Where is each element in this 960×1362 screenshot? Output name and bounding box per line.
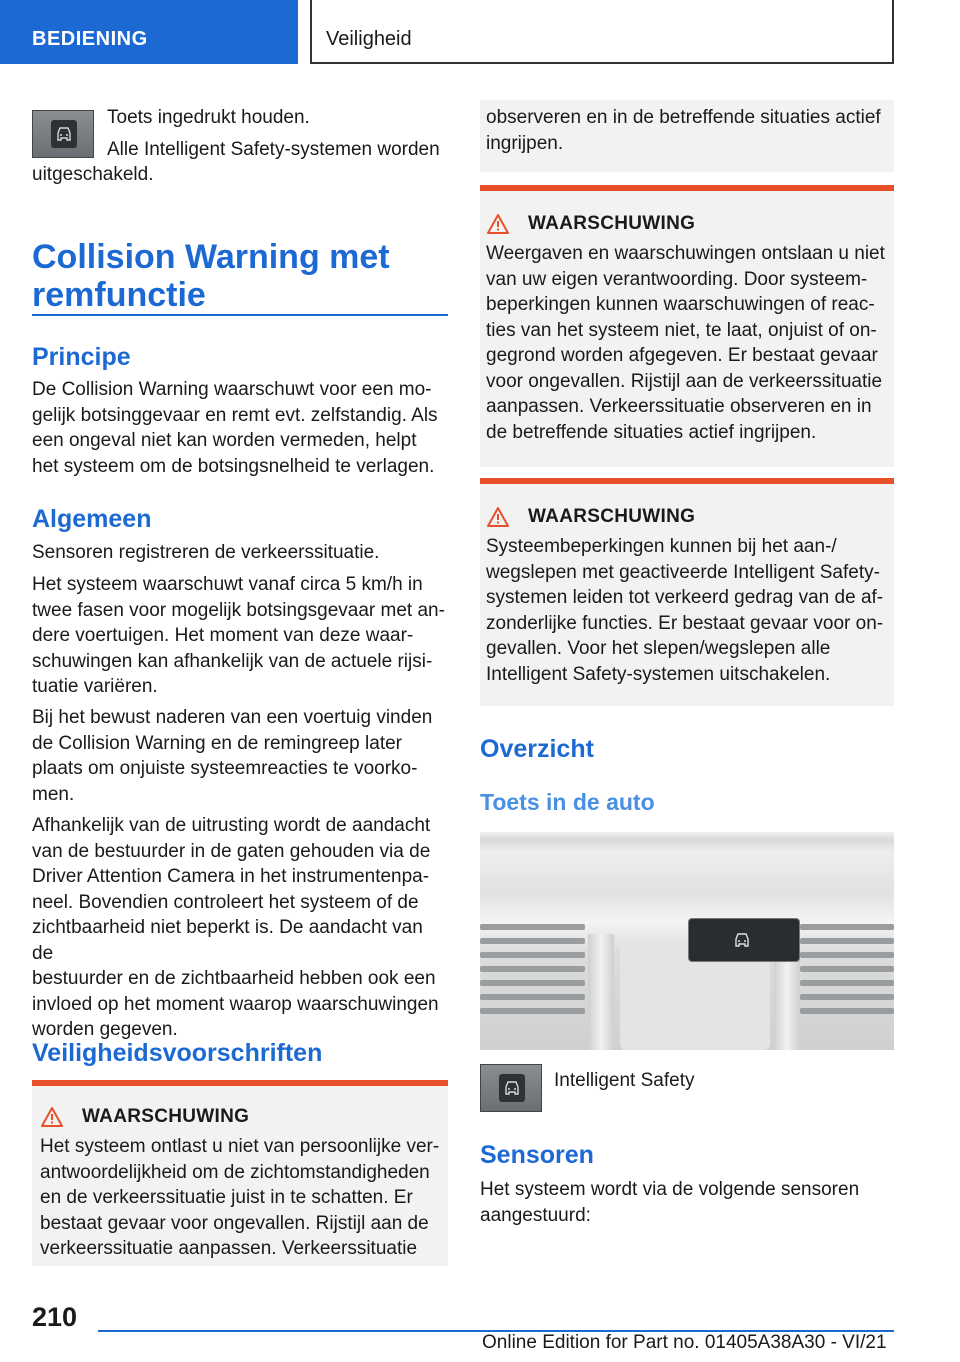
intelligent-safety-button-image	[480, 1064, 542, 1112]
warning-triangle-icon	[486, 506, 510, 528]
algemeen-p1: Sensoren registreren de verkeerssituatie.	[32, 542, 380, 563]
text-line: van de bestuurder in de gaten gehouden via de	[32, 840, 431, 862]
text-line: plaats om onjuiste systeemreacties te voorko-	[32, 758, 418, 779]
dashboard-photo	[480, 832, 894, 1050]
text-line: wegslepen met geactiveerde Intelligent Safety-	[486, 561, 880, 583]
all-off-text-b: uitgeschakeld.	[32, 164, 154, 185]
chapter-header	[310, 0, 894, 64]
intelligent-safety-physical-button	[688, 918, 800, 962]
section-tab	[0, 0, 298, 64]
text-line: schuwingen kan afhankelijk van de actuele rijsi-	[32, 650, 433, 672]
text-line: bestaat gevaar voor ongevallen. Rijstijl aan de	[40, 1212, 429, 1234]
warning-triangle-icon	[486, 213, 510, 235]
text-line: Weergaven en waarschuwingen ontslaan u niet	[486, 243, 885, 264]
text-line: men.	[32, 783, 75, 805]
overzicht-heading: Overzicht	[480, 735, 594, 763]
warning-text-1	[40, 1134, 440, 1262]
text-line: ingrijpen.	[486, 132, 564, 154]
warning-box-3	[480, 478, 894, 706]
text-line: Driver Attention Camera in het instrumentenpa-	[32, 866, 430, 887]
warning-continuation-box	[480, 100, 894, 172]
text-line: beperkingen kunnen waarschuwingen of reac-	[486, 294, 875, 315]
air-vent-left	[480, 924, 585, 1024]
air-vent-right	[800, 924, 894, 1024]
main-title	[32, 238, 448, 314]
text-line: Het systeem ontlast u niet van persoonlijke ver-	[40, 1136, 440, 1157]
car-safety-icon	[503, 1079, 521, 1097]
car-safety-icon	[733, 931, 751, 949]
warning-text-2	[486, 241, 888, 445]
text-line: worden gegeven.	[32, 1019, 178, 1040]
text-line: Het systeem wordt via de volgende sensoren	[480, 1179, 860, 1200]
text-line: dere voertuigen. Het moment van deze waar-	[32, 625, 414, 646]
text-line: zonderlijke functies. Er bestaat gevaar voor on-	[486, 612, 884, 634]
title-rule	[32, 314, 448, 316]
warning-title-1	[40, 1106, 440, 1128]
warning-title-text: WAARSCHUWING	[82, 1106, 250, 1127]
text-line: tuatie variëren.	[32, 676, 158, 697]
warning-title-2	[486, 213, 888, 235]
text-line: observeren en in de betreffende situaties actief	[486, 107, 881, 128]
text-line: Intelligent Safety-systemen uitschakelen.	[486, 663, 831, 685]
all-off-text-a: Alle Intelligent Safety-systemen worden	[107, 139, 440, 160]
principe-heading: Principe	[32, 343, 131, 371]
section-label: BEDIENING	[32, 28, 148, 50]
algemeen-p3	[32, 705, 448, 807]
principe-paragraph	[32, 377, 448, 479]
algemeen-p4	[32, 813, 448, 1043]
warning-title-3	[486, 506, 888, 528]
sensoren-paragraph	[480, 1177, 894, 1228]
text-line: verkeerssituatie aanpassen. Verkeerssituatie	[40, 1238, 418, 1259]
text-line: de Collision Warning en de remingreep later	[32, 732, 402, 754]
hold-button-text: Toets ingedrukt houden.	[107, 107, 310, 128]
text-line: de betreffende situaties actief ingrijpen.	[486, 421, 817, 443]
chapter-label: Veiligheid	[326, 28, 412, 50]
text-line: systemen leiden tot verkeerd gedrag van de af-	[486, 587, 884, 608]
text-line: van uw eigen verantwoording. Door systeem-	[486, 268, 868, 290]
text-line: neel. Bovendien controleert het systeem of de	[32, 891, 419, 913]
car-safety-icon	[55, 125, 73, 143]
text-line: zichtbaarheid niet beperkt is. De aandacht van de	[32, 917, 423, 964]
footer-edition: Online Edition for Part no. 01405A38A30 - VI/21	[482, 1332, 887, 1353]
intelligent-safety-button-image	[32, 110, 94, 158]
sensoren-heading: Sensoren	[480, 1141, 594, 1169]
text-line: antwoordelijkheid om de zichtomstandigheden	[40, 1161, 430, 1183]
main-title-line-2: remfunctie	[32, 276, 206, 314]
button-caption: Intelligent Safety	[554, 1070, 695, 1091]
text-line: aangestuurd:	[480, 1204, 591, 1226]
text-line: invloed op het moment waarop waarschuwingen	[32, 993, 439, 1015]
text-line: Bij het bewust naderen van een voertuig vinden	[32, 707, 433, 728]
warning-box-1	[32, 1080, 448, 1266]
page-number: 210	[32, 1302, 78, 1332]
algemeen-heading: Algemeen	[32, 505, 152, 533]
main-title-line-1: Collision Warning met	[32, 238, 390, 276]
text-line: Afhankelijk van de uitrusting wordt de aandacht	[32, 815, 431, 836]
toets-heading: Toets in de auto	[480, 789, 655, 815]
text-line: ties van het systeem niet, te laat, onjuist of on-	[486, 319, 877, 341]
text-line: Systeembeperkingen kunnen bij het aan-/	[486, 536, 837, 557]
text-line: het systeem om de botsingsnelheid te verlagen.	[32, 455, 435, 477]
text-line: een ongeval niet kan worden vermeden, helpt	[32, 430, 417, 451]
text-line: voor ongevallen. Rijstijl aan de verkeerssituatie	[486, 370, 883, 392]
text-line: gegrond worden afgegeven. Er bestaat gevaar	[486, 345, 878, 366]
text-line: De Collision Warning waarschuwt voor een mo-	[32, 379, 432, 400]
warning-box-2	[480, 185, 894, 467]
text-line: gevallen. Voor het slepen/wegslepen alle	[486, 638, 831, 659]
algemeen-p2	[32, 572, 448, 700]
warning-title-text: WAARSCHUWING	[528, 213, 696, 234]
text-line: aanpassen. Verkeerssituatie observeren en in	[486, 396, 872, 417]
text-line: Het systeem waarschuwt vanaf circa 5 km/h in	[32, 574, 423, 595]
veiligheid-heading: Veiligheidsvoorschriften	[32, 1039, 323, 1067]
text-line: en de verkeerssituatie juist in te schatten. Er	[40, 1187, 413, 1208]
text-line: twee fasen voor mogelijk botsingsgevaar met an-	[32, 599, 445, 621]
text-line: bestuurder en de zichtbaarheid hebben ook een	[32, 968, 436, 989]
text-line: gelijk botsinggevaar en remt evt. zelfstandig. Als	[32, 404, 438, 426]
warning-title-text: WAARSCHUWING	[528, 506, 696, 527]
warning-text-3	[486, 534, 888, 687]
warning-triangle-icon	[40, 1106, 64, 1128]
